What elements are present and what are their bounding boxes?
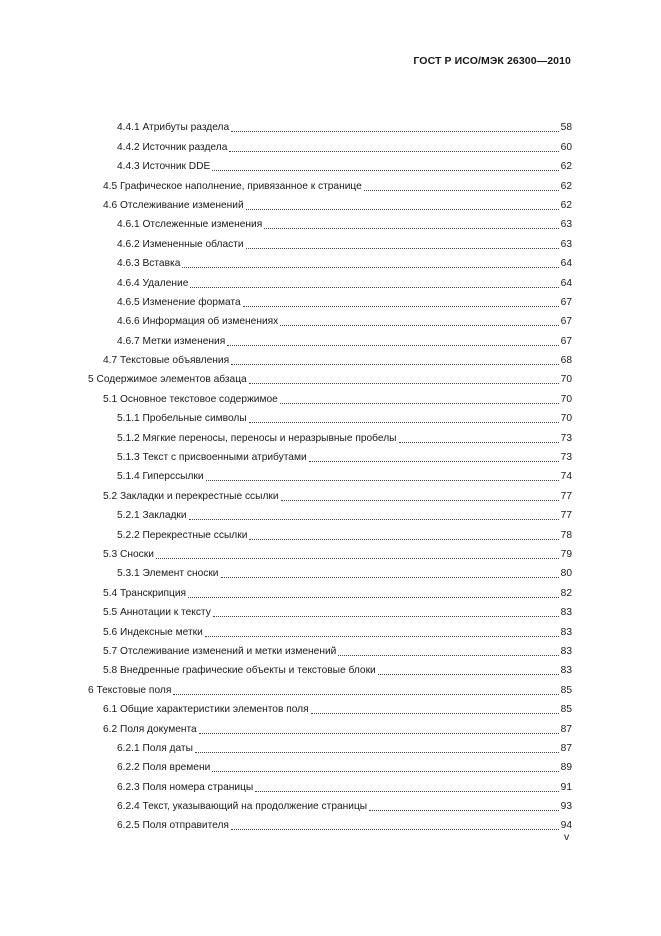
toc-entry bbox=[88, 309, 572, 328]
toc-entry-page: 82 bbox=[560, 587, 572, 599]
toc-entry-page: 63 bbox=[560, 238, 572, 250]
toc-entry bbox=[88, 212, 572, 231]
toc-dot-leader bbox=[229, 151, 558, 152]
toc-dot-leader bbox=[378, 674, 559, 675]
toc-entry-page: 83 bbox=[560, 665, 572, 677]
toc-entry-page: 67 bbox=[560, 335, 572, 347]
toc-dot-leader bbox=[173, 694, 558, 695]
toc-dot-leader bbox=[205, 636, 559, 637]
toc-entry bbox=[88, 445, 572, 464]
toc-entry-title: 4.6.3 Вставка bbox=[117, 258, 181, 270]
toc-entry-page: 63 bbox=[560, 219, 572, 231]
toc-entry-page: 89 bbox=[560, 762, 572, 774]
toc-entry bbox=[88, 115, 572, 134]
toc-entry bbox=[88, 600, 572, 619]
toc-entry-title: 4.4.1 Атрибуты раздела bbox=[117, 122, 230, 134]
toc-entry-title: 4.6.1 Отслеженные изменения bbox=[117, 219, 263, 231]
toc-entry bbox=[88, 677, 572, 696]
toc-entry-title: 6.2.1 Поля даты bbox=[117, 742, 193, 754]
toc-entry-title: 5.5 Аннотации к тексту bbox=[103, 607, 211, 619]
toc-entry bbox=[88, 658, 572, 677]
toc-entry bbox=[88, 406, 572, 425]
toc-entry-title: 5.2.1 Закладки bbox=[117, 510, 187, 522]
toc-dot-leader bbox=[231, 829, 559, 830]
toc-dot-leader bbox=[399, 442, 559, 443]
toc-entry bbox=[88, 736, 572, 755]
toc-dot-leader bbox=[212, 170, 558, 171]
toc-entry-page: 78 bbox=[560, 529, 572, 541]
toc-entry-title: 6.2 Поля документа bbox=[103, 723, 197, 735]
toc-dot-leader bbox=[199, 733, 559, 734]
toc-entry bbox=[88, 522, 572, 541]
toc-entry-page: 77 bbox=[560, 510, 572, 522]
toc-entry-page: 85 bbox=[560, 704, 572, 716]
toc-entry-title: 5 Содержимое элементов абзаца bbox=[88, 374, 247, 386]
toc-entry bbox=[88, 542, 572, 561]
toc-entry-page: 70 bbox=[560, 393, 572, 405]
toc-dot-leader bbox=[246, 209, 559, 210]
toc-entry bbox=[88, 386, 572, 405]
toc-entry-title: 6.2.4 Текст, указывающий на продолжение страницы bbox=[117, 801, 368, 813]
toc-entry-page: 83 bbox=[560, 645, 572, 657]
toc-entry-page: 79 bbox=[560, 548, 572, 560]
toc-dot-leader bbox=[280, 403, 559, 404]
toc-entry-page: 62 bbox=[560, 180, 572, 192]
toc-entry-title: 4.6.5 Изменение формата bbox=[117, 296, 241, 308]
toc-entry-title: 6.2.2 Поля времени bbox=[117, 762, 211, 774]
toc-entry-page: 74 bbox=[560, 471, 572, 483]
toc-entry-page: 94 bbox=[560, 820, 572, 832]
toc-entry-title: 4.6 Отслеживание изменений bbox=[103, 199, 244, 211]
toc-entry-page: 91 bbox=[560, 781, 572, 793]
toc-entry bbox=[88, 619, 572, 638]
toc-entry-page: 83 bbox=[560, 607, 572, 619]
toc-dot-leader bbox=[231, 364, 559, 365]
toc-entry-page: 77 bbox=[560, 490, 572, 502]
toc-entry-title: 5.1 Основное текстовое содержимое bbox=[103, 393, 278, 405]
toc-entry-title: 6.2.3 Поля номера страницы bbox=[117, 781, 254, 793]
toc-dot-leader bbox=[243, 306, 559, 307]
toc-entry-title: 5.7 Отслеживание изменений и метки изменений bbox=[103, 645, 337, 657]
toc-entry bbox=[88, 813, 572, 832]
toc-dot-leader bbox=[213, 616, 559, 617]
toc-entry-title: 5.2 Закладки и перекрестные ссылки bbox=[103, 490, 279, 502]
toc-dot-leader bbox=[264, 228, 558, 229]
toc-entry-title: 5.3 Сноски bbox=[103, 548, 154, 560]
toc-dot-leader bbox=[338, 655, 558, 656]
toc-entry-page: 87 bbox=[560, 742, 572, 754]
toc-dot-leader bbox=[195, 752, 559, 753]
toc-dot-leader bbox=[255, 791, 558, 792]
toc-entry bbox=[88, 231, 572, 250]
table-of-contents bbox=[88, 115, 572, 832]
toc-entry bbox=[88, 794, 572, 813]
toc-entry-page: 62 bbox=[560, 199, 572, 211]
toc-dot-leader bbox=[206, 480, 559, 481]
toc-entry-title: 6.1 Общие характеристики элементов поля bbox=[103, 704, 309, 716]
toc-entry bbox=[88, 503, 572, 522]
toc-entry-title: 5.1.4 Гиперссылки bbox=[117, 471, 204, 483]
toc-entry-title: 4.7 Текстовые объявления bbox=[103, 355, 230, 367]
toc-dot-leader bbox=[190, 287, 558, 288]
toc-entry-title: 5.3.1 Элемент сноски bbox=[117, 568, 219, 580]
document-header: ГОСТ Р ИСО/МЭК 26300—2010 bbox=[413, 55, 571, 67]
toc-entry bbox=[88, 580, 572, 599]
toc-dot-leader bbox=[231, 131, 559, 132]
toc-entry-page: 80 bbox=[560, 568, 572, 580]
toc-entry-title: 4.4.2 Источник раздела bbox=[117, 141, 228, 153]
toc-dot-leader bbox=[280, 325, 558, 326]
toc-entry-title: 5.2.2 Перекрестные ссылки bbox=[117, 529, 248, 541]
toc-entry bbox=[88, 270, 572, 289]
toc-entry-page: 64 bbox=[560, 277, 572, 289]
toc-entry-title: 5.1.2 Мягкие переносы, переносы и неразрывные пробелы bbox=[117, 432, 397, 444]
toc-entry-title: 4.5 Графическое наполнение, привязанное к странице bbox=[103, 180, 362, 192]
toc-entry-page: 87 bbox=[560, 723, 572, 735]
toc-entry-title: 5.1.1 Пробельные символы bbox=[117, 413, 247, 425]
toc-dot-leader bbox=[212, 771, 558, 772]
toc-entry bbox=[88, 716, 572, 735]
page-number: v bbox=[564, 831, 570, 843]
toc-entry bbox=[88, 154, 572, 173]
toc-entry bbox=[88, 290, 572, 309]
toc-entry bbox=[88, 483, 572, 502]
toc-dot-leader bbox=[182, 267, 558, 268]
toc-dot-leader bbox=[249, 422, 559, 423]
toc-dot-leader bbox=[246, 248, 559, 249]
toc-entry-page: 70 bbox=[560, 374, 572, 386]
toc-entry-title: 4.6.4 Удаление bbox=[117, 277, 189, 289]
toc-dot-leader bbox=[188, 597, 559, 598]
toc-entry bbox=[88, 367, 572, 386]
toc-entry-page: 58 bbox=[560, 122, 572, 134]
toc-entry-page: 64 bbox=[560, 258, 572, 270]
toc-dot-leader bbox=[364, 190, 559, 191]
toc-entry-title: 4.6.7 Метки изменения bbox=[117, 335, 226, 347]
toc-entry-title: 5.4 Транскрипция bbox=[103, 587, 187, 599]
toc-entry bbox=[88, 348, 572, 367]
toc-entry-page: 93 bbox=[560, 801, 572, 813]
toc-entry-page: 67 bbox=[560, 296, 572, 308]
toc-entry bbox=[88, 328, 572, 347]
toc-entry-title: 4.6.2 Измененные области bbox=[117, 238, 244, 250]
toc-dot-leader bbox=[227, 345, 558, 346]
toc-entry-page: 85 bbox=[560, 684, 572, 696]
toc-entry-page: 73 bbox=[560, 432, 572, 444]
toc-dot-leader bbox=[249, 539, 558, 540]
toc-entry-title: 4.6.6 Информация об изменениях bbox=[117, 316, 279, 328]
toc-entry bbox=[88, 774, 572, 793]
toc-dot-leader bbox=[281, 500, 559, 501]
toc-entry bbox=[88, 173, 572, 192]
toc-entry-page: 73 bbox=[560, 452, 572, 464]
toc-entry bbox=[88, 464, 572, 483]
toc-entry-title: 4.4.3 Источник DDE bbox=[117, 161, 211, 173]
toc-entry-title: 5.6 Индексные метки bbox=[103, 626, 203, 638]
toc-entry-title: 5.8 Внедренные графические объекты и текстовые блоки bbox=[103, 665, 376, 677]
toc-entry-page: 60 bbox=[560, 141, 572, 153]
toc-dot-leader bbox=[189, 519, 559, 520]
toc-entry-title: 6 Текстовые поля bbox=[88, 684, 172, 696]
toc-entry-page: 62 bbox=[560, 161, 572, 173]
toc-entry bbox=[88, 697, 572, 716]
toc-entry bbox=[88, 251, 572, 270]
toc-entry-page: 70 bbox=[560, 413, 572, 425]
toc-dot-leader bbox=[309, 461, 559, 462]
toc-dot-leader bbox=[311, 713, 559, 714]
toc-entry-title: 6.2.5 Поля отправителя bbox=[117, 820, 229, 832]
toc-dot-leader bbox=[156, 558, 559, 559]
toc-entry bbox=[88, 639, 572, 658]
toc-entry-page: 68 bbox=[560, 355, 572, 367]
toc-entry bbox=[88, 134, 572, 153]
toc-entry bbox=[88, 193, 572, 212]
toc-entry-title: 5.1.3 Текст с присвоенными атрибутами bbox=[117, 452, 307, 464]
toc-entry bbox=[88, 561, 572, 580]
toc-entry bbox=[88, 425, 572, 444]
toc-dot-leader bbox=[369, 810, 559, 811]
toc-dot-leader bbox=[249, 383, 559, 384]
toc-dot-leader bbox=[221, 577, 559, 578]
toc-entry bbox=[88, 755, 572, 774]
toc-entry-page: 67 bbox=[560, 316, 572, 328]
toc-entry-page: 83 bbox=[560, 626, 572, 638]
